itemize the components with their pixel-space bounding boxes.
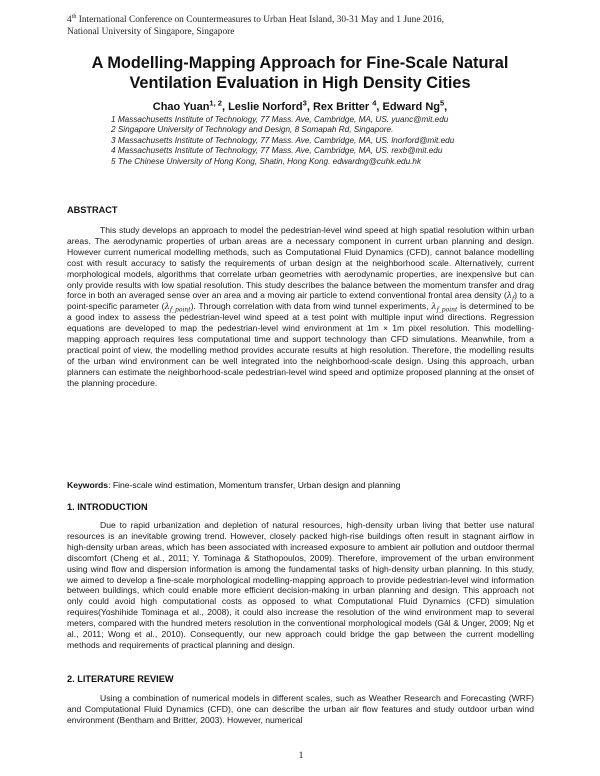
keywords-text: : Fine-scale wind estimation, Momentum transfer, Urban design and planning (108, 480, 401, 490)
paper-title (40, 53, 560, 93)
literature-heading: 2. LITERATURE REVIEW (67, 674, 174, 684)
keywords (67, 480, 534, 491)
author: Edward Ng$^5$, (382, 98, 448, 113)
literature-paragraph: Using a combination of numerical models in different scales, such as Weather Research and Forecasting (WRF) and Computational Fluid Dynamics (CFD), one can describe the urban air flow features and study outdoor urban wind environment (Bentham and Britter, 2003). However, numerical (67, 693, 534, 725)
lambda-symbol: $\lambda_f$ (506, 290, 515, 304)
author: Chao Yuan$^{1, 2}$, (152, 98, 229, 113)
introduction-paragraph: Due to rapid urbanization and depletion of natural resources, high-density urban living that better use natural resources is an inevitable growing trend. However, closely packed high-rise buildings often result in stagnant airflow in high-density urban areas, which has been associated with increased exposure to ambient air pollution and outdoor thermal discomfort (Cheng et al., 2011; Y. Tominaga & Stathopoulos, 2009). Therefore, improvement of the urban environment using wind flow and dispersion information is among the fundamental tasks of high-density urban planning. In this study, we aimed to develop a fine-scale morphological modelling-mapping approach to provide pedestrian-level wind information between buildings, which could enable more efficient decision-making in urban planning and design. This approach not only could avoid high computational costs as opposed to what Computational Fluid Dynamics (CFD) simulation requires(Yoshihide Tominaga et al., 2008), it could also increase the resolution of the wind environment map to several meters, compared with the hundred meters resolution in the conventional morphological models (Gál & Unger, 2009; Ng et al., 2011; Wong et al., 2010). Consequently, our new approach could bridge the gap between the current modelling methods and requirements of practical planning and design. (67, 520, 534, 650)
affiliations (111, 115, 531, 167)
title-line-2: Ventilation Evaluation in High Density Cities (129, 74, 471, 92)
affiliation: 1 Massachusetts Institute of Technology, 77 Mass. Ave, Cambridge, MA, US. yuanc@mit.edu (111, 115, 449, 124)
abstract-body (67, 225, 534, 389)
abstract-heading: ABSTRACT (67, 205, 118, 215)
author: Rex Britter $^4$, (312, 98, 383, 113)
abstract-paragraph: This study develops an approach to model the pedestrian-level wind speed at high spatial resolution within urban areas. The aerodynamic properties of urban areas are a necessary component in current urban planning and design. However current numerical modelling methods, such as Computational Fluid Dynamics (CFD), cannot balance modelling cost with result accuracy to satisfy the requirements of urban design at the neighborhood scale. Alternatively, current morphological models, algorithms that correlate urban geometries with aerodynamic properties, are inexpensive but can only provide results with low spatial resolution. This study describes the balance between the momentum transfer and drag force in both an averaged sense over an area and a moving air particle to extend conventional frontal area density $(\lambda_f)$ to a point-specific parameter $(\lambda_{f\_point})$. Through correlation with data from wind tunnel experiments, $\lambda_{f\_point}$ is determined to be a good index to assess the pedestrian-level wind speed at a test point with multiple input wind directions. Regression equations are developed to map the pedestrian-level wind environment at 1m × 1m pixel resolution. This modelling-mapping approach requires less computational time and support technology than CFD simulations. Meanwhile, from a practical point of view, the modelling method provides accurate results at high resolution. Therefore, the modelling results of the urban wind environment can be well integrated into the neighborhood-scale design. Using this approach, urban planners can estimate the neighborhood-scale pedestrian-level wind speed and optimize proposed planning at the onset of the planning procedure. (67, 225, 534, 388)
lambda-symbol: $\lambda_{f\_point}$ (431, 301, 458, 315)
affiliation: 2 Singapore University of Technology and Design, 8 Somapah Rd, Singapore. (111, 125, 394, 135)
introduction-heading: 1. INTRODUCTION (67, 502, 148, 512)
conference-header (67, 14, 537, 38)
lambda-symbol: $\lambda_{f\_point}$ (164, 301, 191, 315)
literature-body (67, 693, 534, 726)
author: Leslie Norford$^3$, (228, 98, 313, 113)
page-number: 1 (298, 751, 304, 761)
introduction-body (67, 520, 534, 651)
keywords-label: Keywords (67, 480, 109, 490)
affiliation: 5 The Chinese University of Hong Kong, Shatin, Hong Kong. edwardng@cuhk.edu.hk (111, 156, 422, 166)
affiliation: 3 Massachusetts Institute of Technology, 77 Mass. Ave, Cambridge, MA, US. lnorford@mit.edu (111, 135, 455, 145)
title-line-1: A Modelling-Mapping Approach for Fine-Scale Natural (91, 54, 509, 72)
conference-line-2: National University of Singapore, Singapore (67, 27, 235, 37)
affiliation: 4 Massachusetts Institute of Technology, 77 Mass. Ave, Cambridge, MA, US. rexb@mit.edu (111, 146, 443, 156)
author-list (40, 100, 560, 114)
conference-line-1: 4th International Conference on Countermeasures to Urban Heat Island, 30-31 May and 1 June 2016, (67, 13, 444, 25)
